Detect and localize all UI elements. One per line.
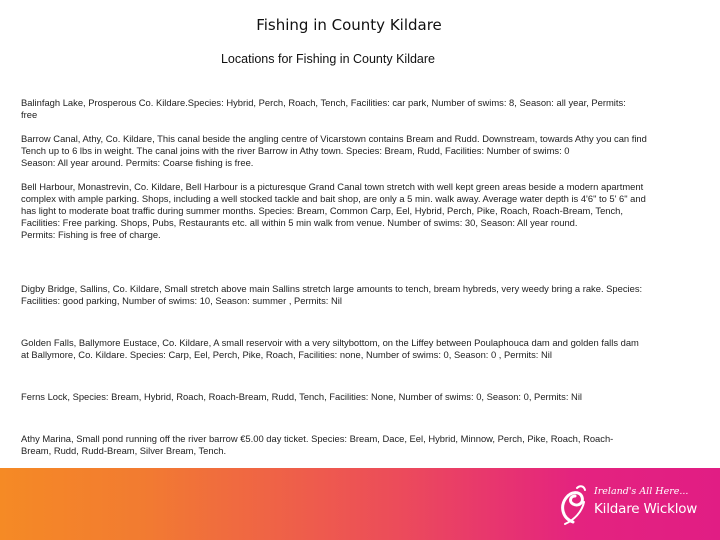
entry-line: free: [21, 109, 38, 120]
page-subtitle: Locations for Fishing in County Kildare: [220, 52, 435, 66]
location-entry: [21, 337, 701, 361]
location-entry: [21, 283, 701, 307]
logo-tagline: Ireland's All Here...: [594, 486, 689, 497]
entry-line: Bell Harbour, Monastrevin, Co. Kildare, Bell Harbour is a picturesque Grand Canal town stretch with well kept green areas beside a modern apartment: [21, 181, 644, 192]
entry-line: Season: All year around. Permits: Coarse fishing is free.: [21, 157, 254, 168]
entry-line: Balinfagh Lake, Prosperous Co. Kildare.Species: Hybrid, Perch, Roach, Tench, Facilities: car park, Number of swims: 8, Season: all year, Permits:: [21, 97, 626, 108]
entry-line: Ferns Lock, Species: Bream, Hybrid, Roach, Roach-Bream, Rudd, Tench, Facilities: None, Number of swims: 0, Season: 0, Permits: Nil: [21, 391, 582, 402]
entry-line: Athy Marina, Small pond running off the river barrow €5.00 day ticket. Species: Bream, Dace, Eel, Hybrid, Minnow, Perch, Pike, Roach, Roach-: [21, 433, 614, 444]
entry-line: Digby Bridge, Sallins, Co. Kildare, Small stretch above main Sallins stretch large amounts to tench, bream hybreds, very weedy bring a rake. Species:: [21, 283, 643, 294]
entry-line: Bream, Rudd, Rudd-Bream, Silver Bream, Tench.: [21, 445, 227, 456]
fishing-locations-list: [21, 97, 701, 457]
entry-line: Golden Falls, Ballymore Eustace, Co. Kildare, A small reservoir with a very siltybottom, on the Liffey between Poulaphouca dam and golden falls dam: [21, 337, 639, 348]
entry-line: at Ballymore, Co. Kildare. Species: Carp, Eel, Perch, Pike, Roach, Facilities: none, Number of swims: 0, Season: 0 , Permits: Nil: [21, 349, 552, 360]
footer-banner: [0, 468, 720, 540]
entry-line: Permits: Fishing is free of charge.: [21, 229, 161, 240]
entry-line: Facilities: Free parking. Shops, Pubs, Restaurants etc. all within 5 min walk from venue. Number of swims: 30, Season: All year round.: [21, 217, 578, 228]
entry-line: Facilities: good parking, Number of swims: 10, Season: summer , Permits: Nil: [21, 295, 342, 306]
page-title: Fishing in County Kildare: [256, 16, 442, 34]
entry-line: Tench up to 6 lbs in weight. The canal joins with the river Barrow in Athy town. Species: Bream, Rudd, Facilities: Number of swims: 0: [21, 145, 570, 156]
location-entry: [21, 181, 701, 241]
entry-line: has light to moderate boat traffic during summer months. Species: Bream, Common Carp, Eel, Hybrid, Perch, Pike, Roach, Roach-Bream, Tench,: [21, 205, 623, 216]
location-entry: [21, 391, 701, 403]
location-entry: [21, 97, 701, 121]
harp-swirl-icon: [556, 482, 590, 526]
logo-name: Kildare Wicklow: [594, 501, 698, 517]
entry-line: Barrow Canal, Athy, Co. Kildare, This canal beside the angling centre of Vicarstown contains Bream and Rudd. Downstream, towards Athy you can find: [21, 133, 647, 144]
location-entry: [21, 433, 701, 457]
location-entry: [21, 133, 701, 169]
entry-line: complex with ample parking. Shops, including a well stocked tackle and bait shop, are only a 5 min. walk away. Average water depth is 4'6" to 5' 6" and: [21, 193, 646, 204]
kildare-wicklow-logo: [556, 480, 698, 530]
